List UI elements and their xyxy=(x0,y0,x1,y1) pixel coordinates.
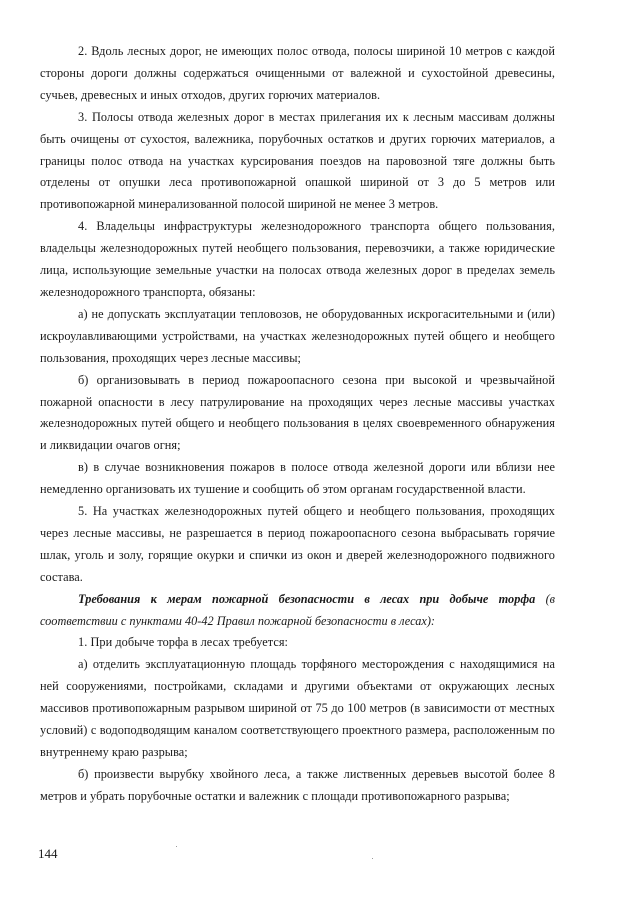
list-item-b-peat-clearing: б) произвести вырубку хвойного леса, а также лиственных деревьев высотой более 8 метров и убрать порубочные остатки и валежник с площади противопожарного разрыва; xyxy=(40,766,555,803)
paragraph-forest-roads: 2. Вдоль лесных дорог, не имеющих полос отвода, полосы шириной 10 метров с каждой стороны дороги должны содержаться очищенными от валежной и сухостойной древесины, сучьев, древесных и иных отходов, других горючих материалов. xyxy=(40,44,555,102)
page-number: 144 xyxy=(38,846,58,861)
list-item-c-fire-response: в) в случае возникновения пожаров в полосе отвода железной дороги или вблизи нее немедленно организовать их тушение и сообщить об этом органам государственной власти. xyxy=(40,460,555,497)
paragraph-railway-owners: 4. Владельцы инфраструктуры железнодорожного транспорта общего пользования, владельцы железнодорожных путей необщего пользования, перевозчики, а также юридические лица, использующие земельные участки на полосах отвода железных дорог в пределах земель железнодорожного транспорта, обязаны: xyxy=(40,219,555,299)
text-column xyxy=(40,41,555,808)
section-heading-reference: (в соответствии с пунктами 40-42 Правил пожарной безопасности в лесах): xyxy=(40,591,556,628)
section-heading xyxy=(40,589,555,633)
list-item-a-peat-firebreak: а) отделить эксплуатационную площадь торфяного месторождения с находящимися на ней сооружениями, постройками, складами и другими объектами от окружающих лесных массивов противопожарным разрывом шириной от 75 до 100 метров (в зависимости от местных условий) с водоподводящим каналом соответствующего проектного размера, расположенным по внутреннему краю разрыва; xyxy=(40,657,555,759)
list-item-b-patrols: б) организовывать в период пожароопасного сезона при высокой и чрезвычайной пожарной опасности в лесу патрулирование на проходящих через лесные массивы участках железнодорожных путей общего и необщего пользования в целях своевременного обнаружения и ликвидации очагов огня; xyxy=(40,372,555,453)
section-heading-title: Требования к мерам пожарной безопасности в лесах при добыче торфа xyxy=(78,591,536,606)
scan-speck xyxy=(176,846,177,847)
paragraph-railway-strips: 3. Полосы отвода железных дорог в местах прилегания их к лесным массивам должны быть очищены от сухостоя, валежника, порубочных остатков и других горючих материалов, а границы полос отвода на участках курсирования поездов на паровозной тяге должны быть отделены от опушки леса противопожарной опашкой шириной от 3 до 5 метров или противопожарной минерализованной полосой шириной не менее 3 метров. xyxy=(40,109,555,212)
scan-speck xyxy=(372,858,373,859)
list-item-a-locomotives: а) не допускать эксплуатации тепловозов, не оборудованных искрогасительными и (или) искроулавливающими устройствами, на участках железнодорожных путей общего и необщего пользования, проходящих через лесные массивы; xyxy=(40,306,555,365)
paragraph-peat-intro: 1. При добыче торфа в лесах требуется: xyxy=(78,635,289,650)
paragraph-railway-prohibition: 5. На участках железнодорожных путей общего и необщего пользования, проходящих через лесные массивы, не разрешается в период пожароопасного сезона выбрасывать горячие шлак, уголь и золу, горящие окурки и спички из окон и дверей железнодорожного подвижного состава. xyxy=(40,504,555,584)
